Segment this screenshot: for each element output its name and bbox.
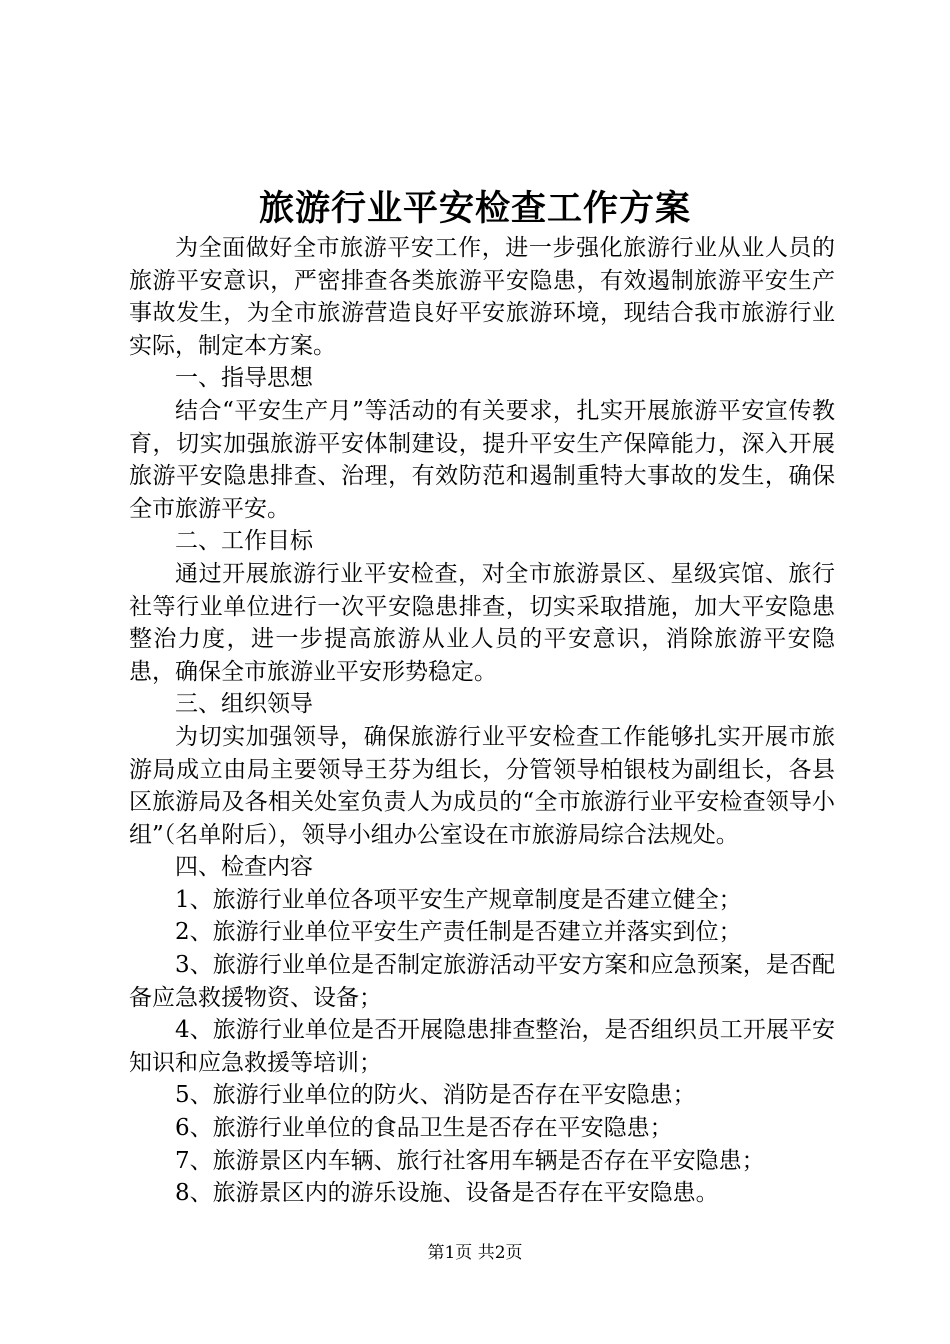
- inspection-item-4: 4、旅游行业单位是否开展隐患排查整治，是否组织员工开展平安知识和应急救援等培训；: [129, 1017, 835, 1076]
- paragraph-work-goals: 通过开展旅游行业平安检查，对全市旅游景区、星级宾馆、旅行社等行业单位进行一次平安隐患排查，切实采取措施，加大平安隐患整治力度，进一步提高旅游从业人员的平安意识，消除旅游平安隐患，确保全市旅游业平安形势稳定。: [129, 560, 835, 685]
- paragraph-guiding-ideology: 结合“平安生产月”等活动的有关要求，扎实开展旅游平安宣传教育，切实加强旅游平安体制建设，提升平安生产保障能力，深入开展旅游平安隐患排查、治理，有效防范和遏制重特大事故的发生，确保全市旅游平安。: [129, 397, 835, 522]
- inspection-item-6: 6、旅游行业单位的食品卫生是否存在平安隐患；: [175, 1115, 673, 1142]
- document-title: 旅游行业平安检查工作方案: [258, 188, 691, 229]
- paragraph-intro: 为全面做好全市旅游平安工作，进一步强化旅游行业从业人员的旅游平安意识，严密排查各类旅游平安隐患，有效遏制旅游平安生产事故发生，为全市旅游营造良好平安旅游环境，现结合我市旅游行业实际，制定本方案。: [129, 235, 835, 359]
- inspection-item-8: 8、旅游景区内的游乐设施、设备是否存在平安隐患。: [175, 1180, 719, 1207]
- paragraph-organization: 为切实加强领导，确保旅游行业平安检查工作能够扎实开展市旅游局成立由局主要领导王芬为组长，分管领导柏银枝为副组长，各县区旅游局及各相关处室负责人为成员的“全市旅游行业平安检查领导小组”（名单附后），领导小组办公室设在市旅游局综合法规处。: [129, 723, 835, 848]
- section-heading-work-goals: 二、工作目标: [175, 528, 313, 555]
- section-heading-guiding-ideology: 一、指导思想: [175, 365, 313, 392]
- section-heading-inspection-content: 四、检查内容: [175, 854, 313, 881]
- inspection-item-1: 1、旅游行业单位各项平安生产规章制度是否建立健全；: [175, 886, 742, 913]
- page-number-footer: 第1页 共2页: [427, 1243, 523, 1263]
- inspection-item-3: 3、旅游行业单位是否制定旅游活动平安方案和应急预案，是否配备应急救援物资、设备；: [129, 952, 835, 1011]
- section-heading-organization: 三、组织领导: [175, 691, 313, 718]
- inspection-item-5: 5、旅游行业单位的防火、消防是否存在平安隐患；: [175, 1082, 696, 1109]
- document-body: [129, 232, 835, 1210]
- inspection-item-7: 7、旅游景区内车辆、旅行社客用车辆是否存在平安隐患；: [175, 1147, 765, 1174]
- inspection-item-2: 2、旅游行业单位平安生产责任制是否建立并落实到位；: [175, 919, 742, 946]
